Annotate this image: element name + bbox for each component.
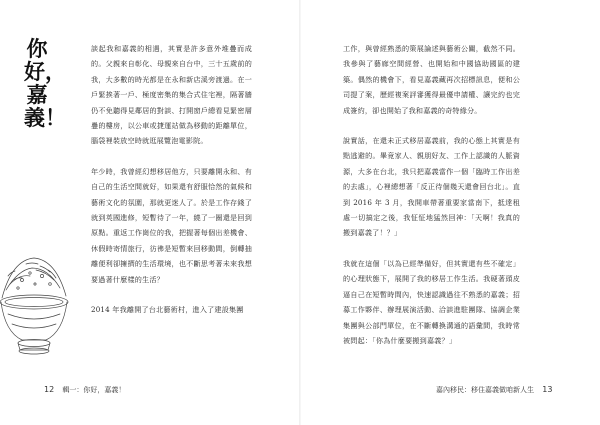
right-body-text: [343, 41, 520, 363]
left-paragraph-1: 談起我和嘉義的相遇，其實是許多意外堆疊而成的。父親來自彰化、母親來自台中，三十五歲前的我，大多數的時光都是在永和新店溪旁渡過。在一戶緊挨著一戶、極度密集的集合式住宅裡，隔著牆仍不免聽得見鄰居的對談、打開窗戶總看見緊密層疊的樓房，以公車或捷運站做為移動的距離單位，腦袋裡裝放空時就逛展覽泡電影院。: [91, 44, 252, 146]
right-running-head: 嘉內移民：移住嘉義做咱新人生: [436, 386, 534, 394]
right-footer: [436, 385, 558, 395]
right-paragraph-2: 說實話，在還未正式移居嘉義前，我的心態上其實是有點逃避的。畢竟家人、親朋好友、工作上認識的人脈資源，大多在台北，我只把嘉義當作一個「臨時工作出差的去處」，心裡總想著「反正待個幾天還會回台北」。直到 2016 年 3 月，我開車帶著重要家當南下，抵達租處一切搞定之後，我怔怔地猛然回神：「天啊！我真的搬到嘉義了！？」: [343, 136, 520, 238]
left-running-head: 輯一：你好，嘉義！: [62, 386, 126, 394]
left-footer: [38, 385, 125, 395]
right-page-number: 13: [542, 385, 553, 394]
right-paragraph-1: 工作，與曾經熟悉的策展論述與藝術公關，截然不同。我參與了藝廊空間經營、也開始和中國協助國區的建築。偶然的機會下，看見嘉義藏再次招標訊息，便和公司提了案，歷經複案評審獲得最優申請權、讓完約也完成簽約，卻也開始了我和嘉義的奇特緣分。: [343, 44, 520, 115]
right-page: [300, 0, 600, 425]
left-page-number: 12: [44, 385, 55, 394]
left-paragraph-3: 2014 年我離開了台北藝術村，進入了建設集團: [91, 305, 244, 315]
chapter-title: 你好，嘉義！: [24, 37, 66, 130]
left-paragraph-2: 年少時，我曾經幻想移居他方，只要離開永和、有自己的生活空間就好，如果還有舒服恰然的氣候和藝術文化的氛圍，那就更迷人了。於是工作存錢了就到英國進修，短暫待了一年，繞了一圈還是回到原點。重返工作崗位的我，把握著每個出差機會、休假時寄情旅行，彷彿是短暫來回移動間，倒轉抽離便利卻擁擠的生活環境，也不斷思考著未來我想要過著什麼樣的生活？: [91, 166, 252, 284]
left-body-text: [91, 41, 252, 333]
shaved-ice-sketch: [0, 240, 70, 365]
right-paragraph-3: 我就在這個「以為已經準備好，但其實還有些不確定」的心理狀態下，展開了我的移居工作生活。我硬著頭皮逼自己在短暫時間內，快速認識過往不熟悉的嘉義；招募工作夥伴、辦理展演活動、洽談進駐團隊、協調企業集團與公部門單位，在不斷轉換溝通的語彙間，我時常被問起：「你為什麼要搬到嘉義？」: [343, 258, 520, 345]
